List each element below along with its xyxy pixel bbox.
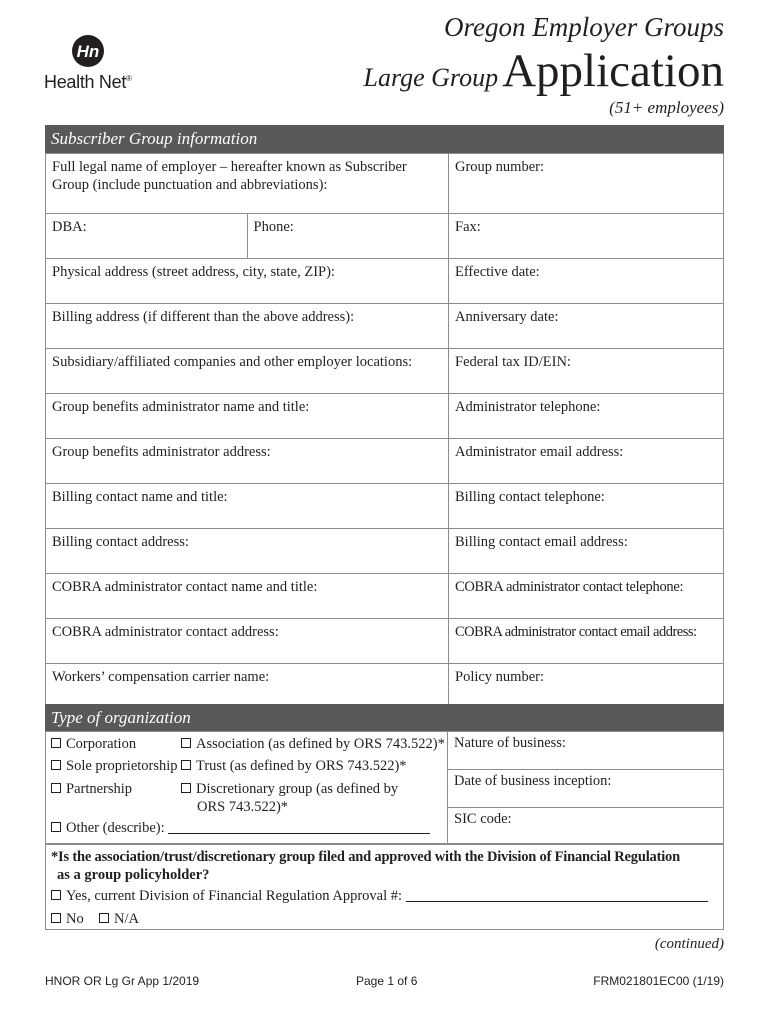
logo-text: Health Net® <box>44 72 132 92</box>
field-policy-number[interactable]: Policy number: <box>449 664 724 709</box>
checkbox-icon[interactable] <box>99 913 109 923</box>
field-nature-of-business[interactable]: Nature of business: <box>448 732 724 770</box>
field-cobra-phone[interactable]: COBRA administrator contact telephone: <box>449 574 724 619</box>
option-other[interactable]: Other (describe): <box>51 820 430 837</box>
field-billing-phone[interactable]: Billing contact telephone: <box>449 484 724 529</box>
field-fax[interactable]: Fax: <box>449 214 724 259</box>
other-describe-line[interactable] <box>168 833 430 834</box>
field-sic-code[interactable]: SIC code: <box>454 811 512 827</box>
option-association[interactable]: Association (as defined by ORS 743.522)* <box>181 736 445 753</box>
field-cobra-name[interactable]: COBRA administrator contact name and title: <box>46 574 449 619</box>
field-federal-tax[interactable]: Federal tax ID/EIN: <box>449 349 724 394</box>
option-trust[interactable]: Trust (as defined by ORS 743.522)* <box>181 758 407 775</box>
field-physical-address[interactable]: Physical address (street address, city, state, ZIP): <box>46 259 449 304</box>
field-billing-email[interactable]: Billing contact email address: <box>449 529 724 574</box>
organization-details <box>447 732 724 843</box>
checkbox-icon[interactable] <box>181 783 191 793</box>
logo-monogram: Hn <box>76 42 100 61</box>
subscriber-table <box>45 153 724 709</box>
checkbox-icon[interactable] <box>51 890 61 900</box>
field-business-inception[interactable]: Date of business inception: <box>448 770 724 808</box>
checkbox-icon[interactable] <box>51 913 61 923</box>
title-employees: (51+ employees) <box>609 98 724 117</box>
checkbox-icon[interactable] <box>51 738 61 748</box>
approval-number-line[interactable] <box>406 901 708 902</box>
field-billing-address[interactable]: Billing address (if different than the above address): <box>46 304 449 349</box>
title-application-word: Application <box>502 45 724 97</box>
option-discretionary-line2: ORS 743.522)* <box>197 799 289 815</box>
field-anniversary-date[interactable]: Anniversary date: <box>449 304 724 349</box>
organization-box <box>45 731 724 844</box>
field-cobra-address[interactable]: COBRA administrator contact address: <box>46 619 449 664</box>
field-dba[interactable]: DBA: <box>46 214 248 259</box>
field-admin-name[interactable]: Group benefits administrator name and title: <box>46 394 449 439</box>
field-cobra-email[interactable]: COBRA administrator contact email address: <box>449 619 724 664</box>
field-admin-address[interactable]: Group benefits administrator address: <box>46 439 449 484</box>
field-phone[interactable]: Phone: <box>247 214 449 259</box>
option-sole-proprietorship[interactable]: Sole proprietorship <box>51 758 178 775</box>
option-partnership[interactable]: Partnership <box>51 781 132 798</box>
field-billing-contact[interactable]: Billing contact name and title: <box>46 484 449 529</box>
checkbox-icon[interactable] <box>51 783 61 793</box>
option-yes-approval[interactable]: Yes, current Division of Financial Regulation Approval #: <box>51 888 708 905</box>
approval-question: *Is the association/trust/discretionary group filed and approved with the Division of Financial Regulation as a group policyholder? <box>51 849 680 883</box>
title-application <box>364 44 725 98</box>
option-no[interactable]: No <box>51 911 84 928</box>
field-effective-date[interactable]: Effective date: <box>449 259 724 304</box>
checkbox-icon[interactable] <box>181 760 191 770</box>
title-oregon: Oregon Employer Groups <box>444 12 724 42</box>
field-workers-comp[interactable]: Workers’ compensation carrier name: <box>46 664 449 709</box>
field-group-number[interactable]: Group number: <box>449 154 724 214</box>
field-admin-email[interactable]: Administrator email address: <box>449 439 724 484</box>
approval-question-box <box>45 844 724 930</box>
continued-note: (continued) <box>654 936 724 952</box>
footer-form-code: FRM021801EC00 (1/19) <box>593 974 724 988</box>
checkbox-icon[interactable] <box>181 738 191 748</box>
health-net-logo <box>44 34 154 94</box>
title-large-group: Large Group <box>363 63 499 92</box>
field-legal-name[interactable]: Full legal name of employer – hereafter known as Subscriber Group (include punctuation and abbreviations): <box>46 154 449 214</box>
option-na[interactable]: N/A <box>99 911 139 928</box>
section-subscriber-header: Subscriber Group information <box>45 125 724 153</box>
checkbox-icon[interactable] <box>51 822 61 832</box>
health-net-logo-icon <box>68 34 108 68</box>
checkbox-icon[interactable] <box>51 760 61 770</box>
field-billing-contact-address[interactable]: Billing contact address: <box>46 529 449 574</box>
option-corporation[interactable]: Corporation <box>51 736 136 753</box>
option-discretionary[interactable]: Discretionary group (as defined by <box>181 781 398 798</box>
section-organization-header: Type of organization <box>45 704 724 732</box>
field-subsidiary[interactable]: Subsidiary/affiliated companies and other employer locations: <box>46 349 449 394</box>
footer-page-number: Page 1 of 6 <box>356 974 418 988</box>
field-admin-phone[interactable]: Administrator telephone: <box>449 394 724 439</box>
footer-form-id: HNOR OR Lg Gr App 1/2019 <box>45 974 200 988</box>
